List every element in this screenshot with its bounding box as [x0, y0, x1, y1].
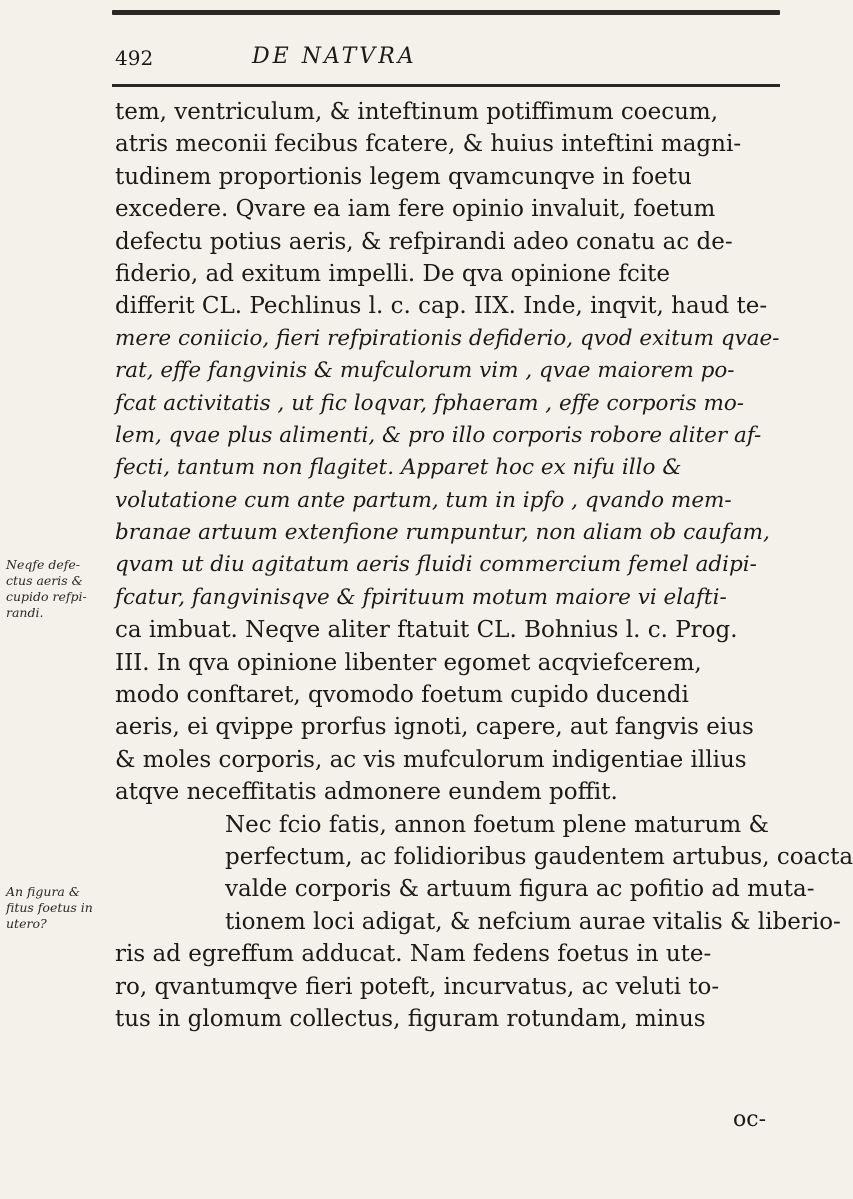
header-rule — [112, 84, 780, 87]
text-line: III. In qva opinione libenter egomet acqviefcerem, — [115, 649, 702, 676]
text-line: Nec fcio fatis, annon foetum plene maturum & — [225, 811, 769, 838]
text-line: qvam ut diu agitatum aeris fluidi commercium femel adipi- — [115, 552, 757, 578]
text-line: defectu potius aeris, & refpirandi adeo conatu ac de- — [115, 228, 733, 255]
text-line: tus in glomum collectus, figuram rotundam, minus — [115, 1005, 706, 1032]
text-line: volutatione cum ante partum, tum in ipfo , qvando mem- — [115, 487, 732, 513]
text-line: ca imbuat. Neqve aliter ftatuit CL. Bohnius l. c. Prog. — [115, 617, 738, 644]
margin-note-line: ctus aeris & — [6, 573, 83, 588]
margin-note-2 — [6, 884, 116, 932]
margin-note-line: fitus foetus in — [6, 900, 93, 915]
text-line: fecti, tantum non flagitet. Apparet hoc ex nifu illo & — [115, 455, 682, 481]
text-line: rat, effe fangvinis & mufculorum vim , qvae maiorem po- — [115, 358, 735, 384]
margin-note-line: randi. — [6, 605, 44, 620]
catchword: oc- — [733, 1107, 766, 1132]
text-line: valde corporis & artuum figura ac pofitio ad muta- — [225, 876, 815, 903]
margin-note-line: Neqfe defe- — [6, 557, 80, 572]
text-line: fcat activitatis , ut fic loqvar, fphaeram , effe corporis mo- — [115, 390, 745, 416]
running-head: DE NATVRA — [252, 44, 417, 69]
page-number: 492 — [115, 46, 154, 70]
text-line: mere coniicio, fieri refpirationis defiderio, qvod exitum qvae- — [115, 325, 780, 351]
text-line: atris meconii fecibus fcatere, & huius inteftini magni- — [115, 131, 742, 158]
margin-note-line: cupido refpi- — [6, 589, 87, 604]
top-border-rule — [112, 10, 780, 15]
text-line: ris ad egreffum adducat. Nam fedens foetus in ute- — [115, 941, 712, 968]
text-line: fiderio, ad exitum impelli. De qva opinione fcite — [115, 260, 670, 287]
margin-note-line: utero? — [6, 916, 47, 931]
text-line: aeris, ei qvippe prorfus ignoti, capere, aut fangvis eius — [115, 714, 754, 741]
text-line: excedere. Qvare ea iam fere opinio invaluit, foetum — [115, 196, 716, 223]
text-line: differit CL. Pechlinus l. c. cap. IIX. Inde, inqvit, haud te- — [115, 293, 768, 320]
text-line: perfectum, ac folidioribus gaudentem artubus, coacta — [225, 843, 853, 870]
text-line: modo conftaret, qvomodo foetum cupido ducendi — [115, 682, 689, 709]
text-line: & moles corporis, ac vis mufculorum indigentiae illius — [115, 746, 747, 773]
margin-note-line: An figura & — [6, 884, 80, 899]
margin-note-1 — [6, 557, 116, 621]
text-line: tem, ventriculum, & inteftinum potiffimum coecum, — [115, 99, 719, 125]
body-text — [115, 96, 853, 1035]
text-line: tionem loci adigat, & nefcium aurae vitalis & liberio- — [225, 908, 841, 935]
text-line: fcatur, fangvinisqve & fpirituum motum maiore vi elafti- — [115, 584, 727, 610]
text-line: ro, qvantumqve fieri poteft, incurvatus, ac veluti to- — [115, 973, 720, 1000]
text-line: atqve neceffitatis admonere eundem poffit. — [115, 779, 618, 806]
text-line: branae artuum extenfione rumpuntur, non aliam ob caufam, — [115, 520, 770, 546]
text-line: lem, qvae plus alimenti, & pro illo corporis robore aliter af- — [115, 422, 762, 448]
text-line: tudinem proportionis legem qvamcunqve in foetu — [115, 163, 692, 190]
